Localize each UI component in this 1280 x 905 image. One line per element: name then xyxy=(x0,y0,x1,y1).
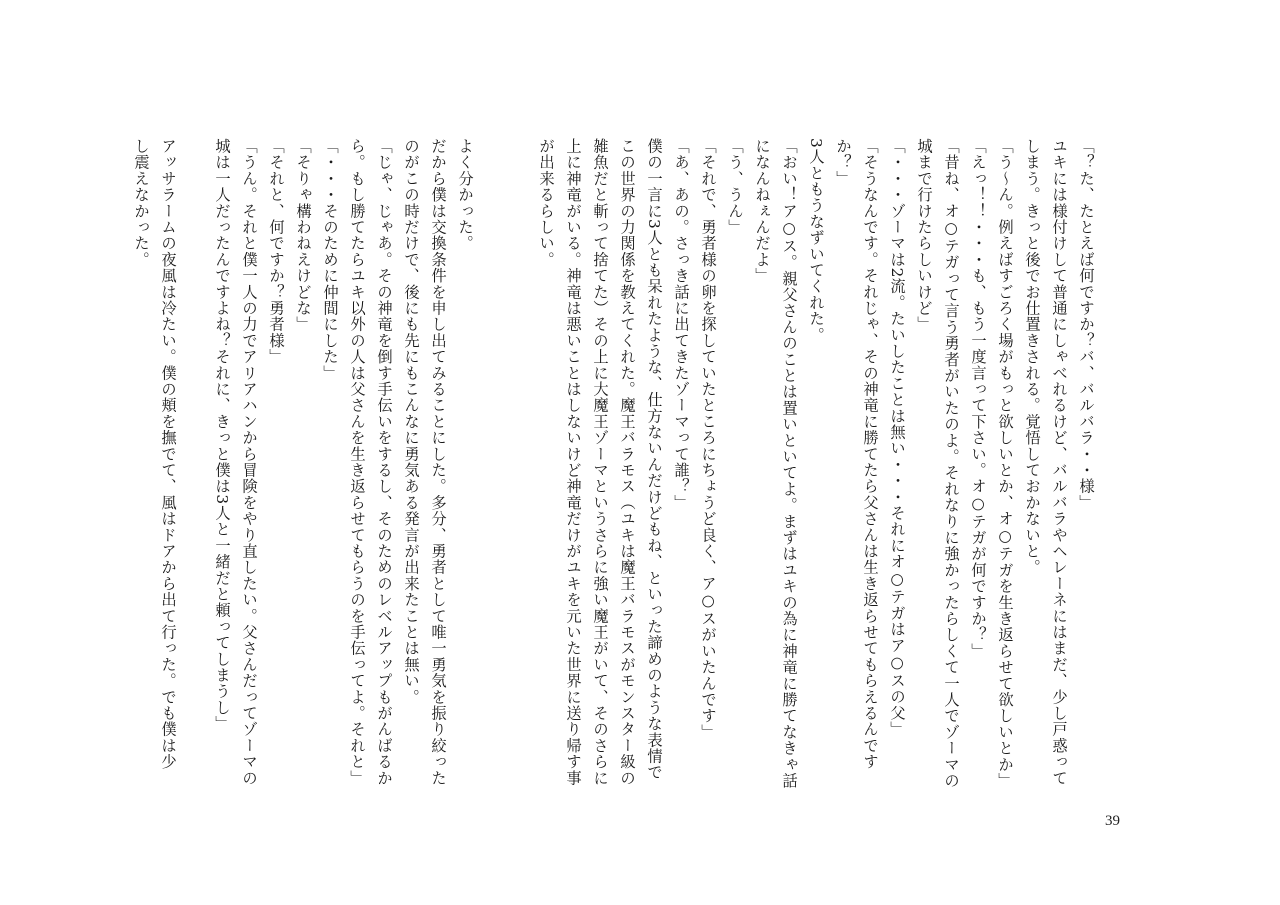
text-line: しまう。きっと後でお仕置きされる。覚悟しておかないと。 xyxy=(1023,138,1041,576)
vertical-body-text xyxy=(127,138,1099,838)
text-line: し震えなかった。 xyxy=(132,138,150,268)
text-line: 「？た、たとえば何ですか？バ、バルバラ・・様」 xyxy=(1077,138,1095,511)
text-line: アッサラームの夜風は冷たい。僕の頬を撫でて、風はドアから出て行った。でも僕は少 xyxy=(159,138,177,770)
text-line: 「それで、勇者様の卵を探していたところにちょうど良く、ア○スがいたんです」 xyxy=(699,138,717,741)
text-line: 「・・・そのために仲間にした」 xyxy=(321,138,339,381)
text-line: ユキには様付けして普通にしゃべれるけど、バルバラやヘレーネにはまだ、少し戸惑って xyxy=(1050,138,1068,786)
text-line: 「じゃ、じゃあ。その神竜を倒す手伝いをするし、そのためのレベルアップもがんばるか xyxy=(375,138,393,786)
text-line: 「おい！ア○ス。親父さんのことは置いといてよ。まずはユキの為に神竜に勝てなきゃ話 xyxy=(780,138,798,789)
blank-line xyxy=(181,138,208,838)
text-line: 城まで行けたらしいけど」 xyxy=(915,138,933,333)
blank-line xyxy=(478,138,505,838)
text-line: 僕の一言に3人とも呆れたような、仕方ないんだけどもね、といった諦めのような表情で xyxy=(645,138,663,781)
text-line: ら。もし勝てたらユキ以外の人は父さんを生き返らせてもらうのを手伝ってよ。それと」 xyxy=(348,138,366,786)
text-line: 「それと、何ですか？勇者様」 xyxy=(267,138,285,365)
blank-line xyxy=(505,138,532,838)
text-line: 上に神竜がいる。神竜は悪いことはしないけど神竜だけがユキを元いた世界に送り帰す事 xyxy=(564,138,582,786)
text-line: だから僕は交換条件を申し出てみることにした。多分、勇者として唯一勇気を振り絞った xyxy=(429,138,447,786)
page-number: 39 xyxy=(1105,813,1120,829)
text-line: 「昔ね、オ○テガって言う勇者がいたのよ。それなりに強かったらしくて一人でゾーマの xyxy=(942,138,960,789)
text-line: 「う～ん。例えばすごろく場がもっと欲しいとか、オ○テガを生き返らせて欲しいとか」 xyxy=(996,138,1014,789)
text-line: 「うん。それと僕一人の力でアリアハンから冒険をやり直したい。父さんだってゾーマの xyxy=(240,138,258,786)
text-line: が出来るらしい。 xyxy=(537,138,555,268)
text-line: 「・・・ゾーマは2流。たいしたことは無い・・・それにオ○テガはア○スの父」 xyxy=(888,138,906,738)
text-line: 3人ともうなずいてくれた。 xyxy=(807,138,825,344)
text-line: 「えっ！！・・・も、もう一度言って下さい。オ○テガが何ですか？」 xyxy=(969,138,987,660)
text-line: になんねぇんだよ」 xyxy=(753,138,771,284)
text-line: この世界の力関係を教えてくれた。魔王バラモス（ユキは魔王バラモスがモンスター級の xyxy=(618,138,636,786)
text-line: 「う、うん」 xyxy=(726,138,744,236)
text-line: のがこの時だけで、後にも先にもこんなに勇気ある発言が出来たことは無い。 xyxy=(402,138,420,705)
text-line: か？」 xyxy=(834,138,852,187)
text-line: よく分かった。 xyxy=(456,138,474,252)
text-line: 「あ、あの。さっき話に出てきたゾーマって誰？」 xyxy=(672,138,690,511)
text-line: 「そりゃ構わねえけどな」 xyxy=(294,138,312,333)
text-line: 「そうなんです。それじゃ、その神竜に勝てたら父さんは生き返らせてもらえるんです xyxy=(861,138,879,770)
text-line: 城は一人だったんですよね？それに、きっと僕は3人と一緒だと頼ってしまうし」 xyxy=(213,138,231,732)
text-line: 雑魚だと斬って捨てた）その上に大魔王ゾーマというさらに強い魔王がいて、そのさらに xyxy=(591,138,609,786)
